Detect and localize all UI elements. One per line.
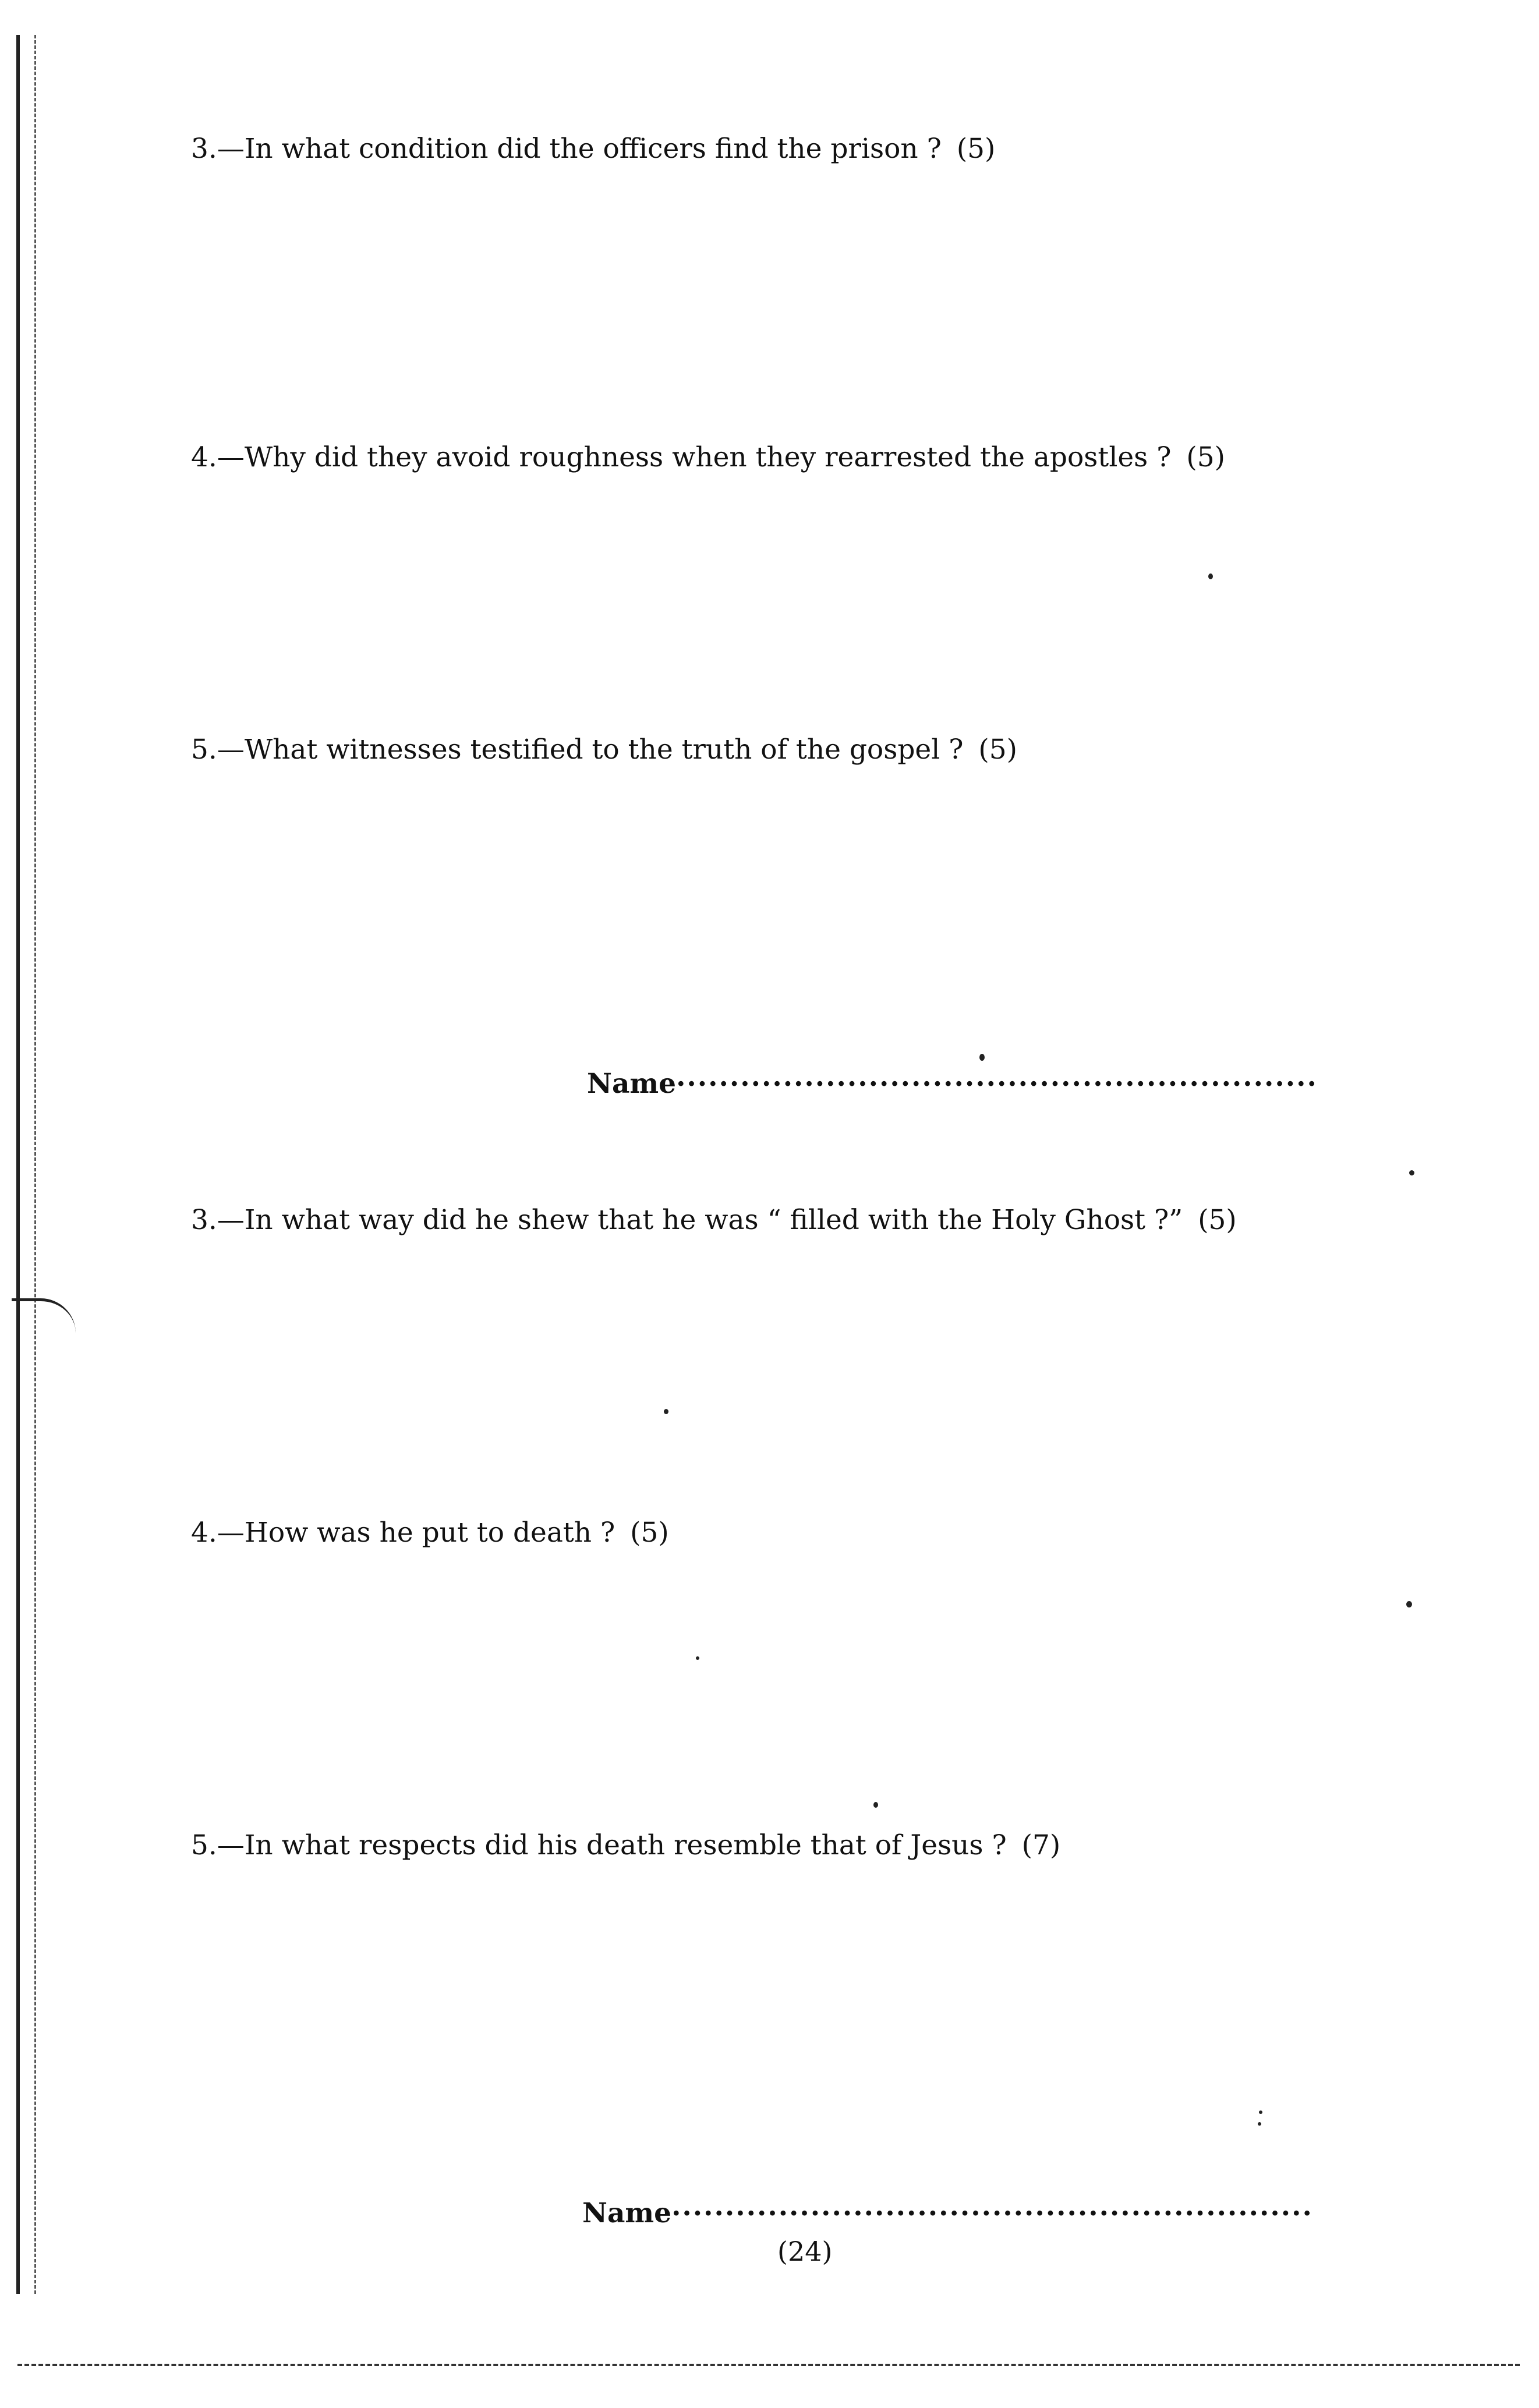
question-text: In what way did he shew that he was “ filled with the Holy Ghost ?” bbox=[244, 1204, 1183, 1236]
scan-speck bbox=[873, 1802, 878, 1808]
question-number: 4.— bbox=[191, 441, 245, 473]
question-5-resemble-jesus bbox=[191, 1829, 1060, 1861]
scan-speck bbox=[664, 1409, 668, 1414]
question-text: What witnesses testified to the truth of the gospel ? bbox=[244, 734, 964, 766]
question-number: 5.— bbox=[191, 734, 245, 766]
question-marks: (5) bbox=[956, 133, 996, 165]
question-text: Why did they avoid roughness when they rearrested the apostles ? bbox=[244, 441, 1172, 473]
scan-speck bbox=[1259, 2110, 1262, 2114]
binding-edge bbox=[16, 35, 36, 2294]
question-number: 4.— bbox=[191, 1517, 245, 1549]
question-marks: (5) bbox=[630, 1517, 669, 1549]
question-number: 5.— bbox=[191, 1829, 245, 1861]
binding-notch bbox=[12, 1298, 76, 1371]
scan-speck bbox=[696, 1656, 699, 1660]
name-label: Name bbox=[582, 2197, 672, 2229]
question-marks: (5) bbox=[1186, 441, 1225, 473]
scan-speck bbox=[979, 1054, 985, 1061]
question-4-death bbox=[191, 1517, 669, 1549]
question-number: 3.— bbox=[191, 1204, 245, 1236]
name-field-1[interactable] bbox=[587, 1061, 1427, 1100]
question-3-holy-ghost bbox=[191, 1204, 1237, 1236]
question-3-prison bbox=[191, 133, 995, 165]
page-number: (24) bbox=[777, 2236, 833, 2267]
question-4-roughness bbox=[191, 441, 1225, 473]
name-dots: ............................................................ bbox=[676, 1061, 1318, 1093]
name-label: Name bbox=[587, 1068, 677, 1100]
scan-speck bbox=[1406, 1601, 1412, 1607]
question-marks: (5) bbox=[1198, 1204, 1237, 1236]
question-marks: (7) bbox=[1021, 1829, 1061, 1861]
scan-speck bbox=[1258, 2122, 1261, 2126]
scan-speck bbox=[1208, 573, 1213, 579]
question-number: 3.— bbox=[191, 133, 245, 165]
page-bottom-edge bbox=[17, 2364, 1520, 2366]
question-text: How was he put to death ? bbox=[244, 1517, 615, 1549]
question-marks: (5) bbox=[978, 734, 1017, 766]
name-field-2[interactable] bbox=[582, 2190, 1428, 2229]
question-text: In what condition did the officers find the prison ? bbox=[244, 133, 942, 165]
scan-speck bbox=[1409, 1170, 1414, 1175]
question-text: In what respects did his death resemble that of Jesus ? bbox=[244, 1829, 1007, 1861]
question-5-witnesses bbox=[191, 734, 1017, 766]
name-dots: ............................................................ bbox=[671, 2190, 1313, 2222]
